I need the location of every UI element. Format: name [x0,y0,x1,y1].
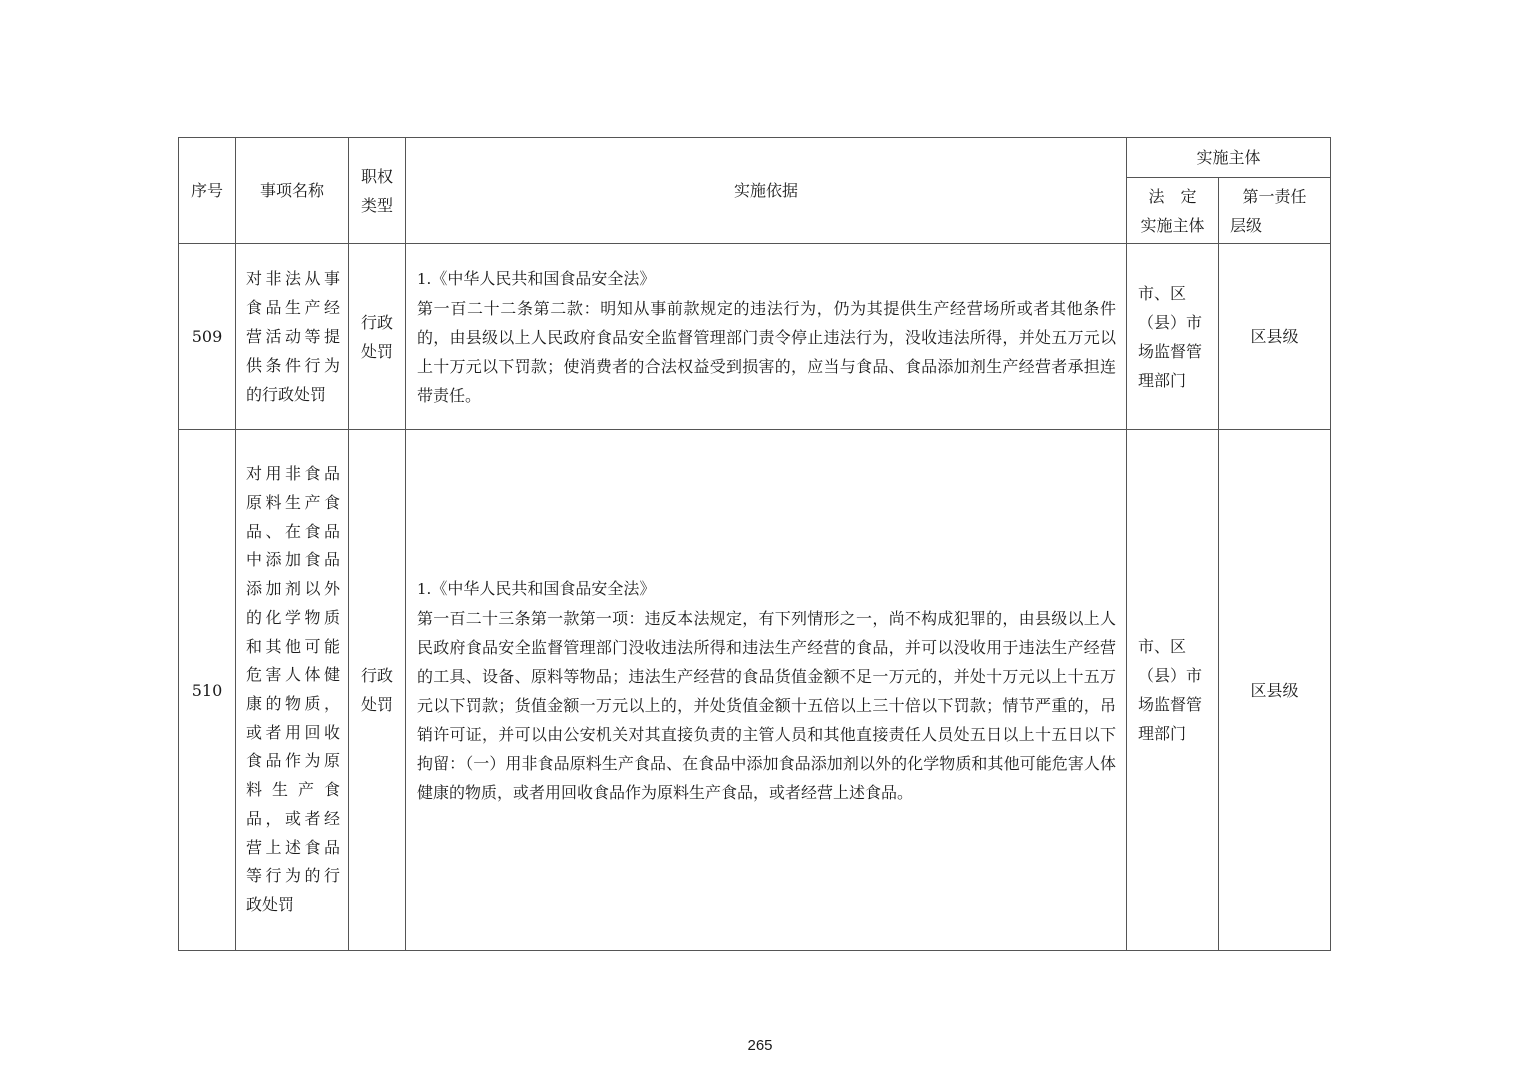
row-level: 区县级 [1219,244,1331,430]
header-seq: 序号 [179,138,236,244]
basis-law-num: 1. [417,269,432,288]
row-basis [406,430,1127,951]
row-level: 区县级 [1219,430,1331,951]
row-item-name: 对用非食品原料生产食品、在食品中添加食品添加剂以外的化学物质和其他可能危害人体健康的物质，或者用回收食品作为原料生产食品，或者经营上述食品等行为的行政处罚 [236,430,349,951]
basis-law-num: 1. [417,579,432,598]
row-legal-subject: 市、区（县）市场监督管理部门 [1127,430,1219,951]
header-level [1219,178,1331,244]
header-level-line1: 第一责任 [1242,186,1307,206]
basis-law-title [417,264,1116,294]
header-level-line2: 层级 [1230,215,1263,235]
table-row [179,244,1331,430]
header-power-type-line2: 类型 [360,195,393,215]
header-power-type [349,138,406,244]
basis-law-title [417,574,1116,604]
basis-text: 第一百二十三条第一款第一项：违反本法规定，有下列情形之一，尚不构成犯罪的，由县级以上人民政府食品安全监督管理部门没收违法所得和违法生产经营的食品，并可以没收用于违法生产经营的工具、设备、原料等物品；违法生产经营的食品货值金额不足一万元的，并处十万元以上十五万元以下罚款；货值金额一万元以上的，并处货值金额十五倍以上三十倍以下罚款；情节严重的，吊销许可证，并可以由公安机关对其直接负责的主管人员和其他直接责任人员处五日以上十五日以下拘留：（一）用非食品原料生产食品、在食品中添加食品添加剂以外的化学物质和其他可能危害人体健康的物质，或者用回收食品作为原料生产食品，或者经营上述食品。 [417,608,1116,802]
row-legal-subject: 市、区（县）市场监督管理部门 [1127,244,1219,430]
header-legal-subject-line1: 法 定 [1148,186,1197,206]
basis-law-name: 《中华人民共和国食品安全法》 [431,578,656,598]
table-row [179,430,1331,951]
header-basis: 实施依据 [406,138,1127,244]
authority-table [178,137,1331,951]
row-item-name: 对非法从事食品生产经营活动等提供条件行为的行政处罚 [236,244,349,430]
header-legal-subject-line2: 实施主体 [1140,215,1205,235]
row-power-type: 行政处罚 [349,430,406,951]
row-power-type: 行政处罚 [349,244,406,430]
row-seq: 509 [179,244,236,430]
page-number: 265 [747,1037,773,1054]
header-legal-subject [1127,178,1219,244]
header-subject: 实施主体 [1127,138,1331,178]
header-row-top [179,138,1331,178]
basis-law-name: 《中华人民共和国食品安全法》 [431,268,656,288]
row-basis [406,244,1127,430]
row-seq: 510 [179,430,236,951]
basis-text: 第一百二十二条第二款：明知从事前款规定的违法行为，仍为其提供生产经营场所或者其他条件的，由县级以上人民政府食品安全监督管理部门责令停止违法行为，没收违法所得，并处五万元以上十万元以下罚款；使消费者的合法权益受到损害的，应当与食品、食品添加剂生产经营者承担连带责任。 [417,298,1116,405]
header-item-name: 事项名称 [236,138,349,244]
header-power-type-line1: 职权 [360,166,393,186]
